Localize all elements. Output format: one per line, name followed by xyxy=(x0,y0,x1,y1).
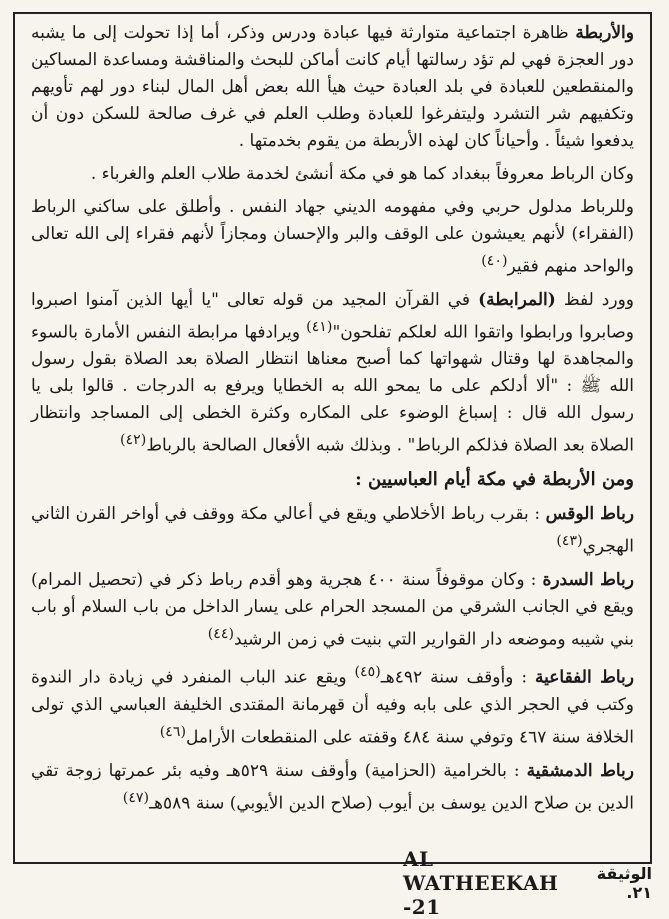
item-text: : بالخرامية (الحزامية) وأوقف سنة ٥٢٩هـ وفيه بئر عمرتها زوجة تقي الدين بن صلاح الدين يوسف بن أيوب (صلاح الدين الأيوبي) سنة ٥٨٩هـ xyxy=(31,760,634,814)
item-text: : بقرب رباط الأخلاطي ويقع في أعالي مكة ووقف في أواخر القرن الثاني الهجري xyxy=(31,503,634,557)
item-term: رباط الفقاعية xyxy=(535,667,634,688)
page-frame xyxy=(13,12,652,864)
paragraph-3 xyxy=(31,194,634,281)
list-item xyxy=(31,758,634,818)
paragraph-4-text-b: في القرآن المجيد من قوله تعالى "يا أيها الذين آمنوا اصبروا وصابروا ورابطوا واتقوا الله لعلكم تفلحون" xyxy=(31,289,635,343)
item-term: رباط السدرة xyxy=(542,569,634,590)
item-text: : وأوقف سنة ٤٩٢هـ xyxy=(380,667,536,688)
footnote-ref: (٤٥) xyxy=(354,664,381,681)
section-heading: ومن الأربطة في مكة أيام العباسيين : xyxy=(355,468,634,490)
paragraph-4-term: (المرابطة) xyxy=(478,289,556,310)
list-item xyxy=(31,659,634,751)
item-term: رباط الدمشقية xyxy=(526,760,634,781)
list-item xyxy=(31,567,634,654)
paragraph-4-text-a: وورد لفظ xyxy=(555,289,634,310)
footnote-ref: (٤٧) xyxy=(122,789,150,806)
footnote-ref: (٤٣) xyxy=(556,532,583,549)
footnote-ref: (٤٢) xyxy=(120,432,147,449)
footer-english-title: AL WATHEEKAH -21 xyxy=(403,847,559,919)
article-body xyxy=(31,20,634,817)
list-item xyxy=(31,501,634,561)
paragraph-1-lead: والأربطة xyxy=(575,23,634,43)
paragraph-1-text: ظاهرة اجتماعية متوارثة فيها عبادة ودرس وذكر، أما إذا تحولت إلى ما يشبه دور العجزة فهي لم تؤد رسالتها أيام كانت أماكن للبحث والمناقشة ومساعدة المساكين والمنقطعين للعبادة في بلد العبادة حيث هيأ الله بعض أهل المال لبناء دور لهم تأويهم وتكفيهم شر التشرد وليتفرغوا للعبادة وطلب العلم في غرف صالحة للسكن دون أن يدفعوا شيئاً . وأحياناً كان لهذه الأربطة من يقوم بخدمتها . xyxy=(31,23,634,151)
page-footer xyxy=(13,847,652,919)
paragraph-4 xyxy=(31,287,634,460)
footnote-ref: (٤٠) xyxy=(481,253,508,269)
paragraph-4-text-c: ويرادفها مرابطة النفس الأمارة بالسوء والمجاهدة لها وقتال شهواتها كما أصبح معناها انتظار الصلاة بعد الصلاة بقول رسول الله ﷺ : "ألا أدلكم على ما يمحو الله به الخطايا ويرفع به الدرجات . قالوا بلى يا رسول الله قال : إسباغ الوضوء على المكاره وكثرة الخطى إلى المساجد وانتظار الصلاة بعد الصلاة فذلكم الرباط" . وبذلك شبه الأفعال الصالحة بالرباط xyxy=(31,322,634,456)
paragraph-1 xyxy=(31,20,634,155)
footnote-ref: (٤٤) xyxy=(207,625,235,642)
item-text: : وكان موقوفاً سنة ٤٠٠ هجرية وهو أقدم رباط ذكر في (تحصيل المرام) ويقع في الجانب الشرقي من المسجد الحرام على يسار الداخل من باب السلام أو باب بني شيبه وموضعه دار القوارير التي بنيت في زمن الرشيد xyxy=(31,569,634,650)
paragraph-3-text: وللرباط مدلول حربي وفي مفهومه الديني جهاد النفس . وأطلق على ساكني الرباط (الفقراء) لأنهم يعيشون على الوقف والبر والإحسان ومجازاً لأنهم فقراء إلى الله تعالى والواحد منهم فقير xyxy=(31,197,634,277)
item-term: رباط الوقس xyxy=(545,503,635,524)
footnote-ref: (٤٦) xyxy=(159,723,187,740)
paragraph-2: وكان الرباط معروفاً ببغداد كما هو في مكة أنشئ لخدمة طلاب العلم والغرباء . xyxy=(90,164,634,184)
footer-arabic-title: الوثيقة ٢١. xyxy=(596,864,652,902)
footnote-ref: (٤١) xyxy=(306,318,333,335)
item-text: ويقع عند الباب المنفرد في زيادة دار الندوة وكتب في الحجر الذي على بابه وفيه أن قهرمانة المقتدى الخليفة العباسي الذي تولى الخلافة سنة ٤٦٧ وتوفي سنة ٤٨٤ وقفته على المنقطعات الأرامل xyxy=(31,667,634,748)
